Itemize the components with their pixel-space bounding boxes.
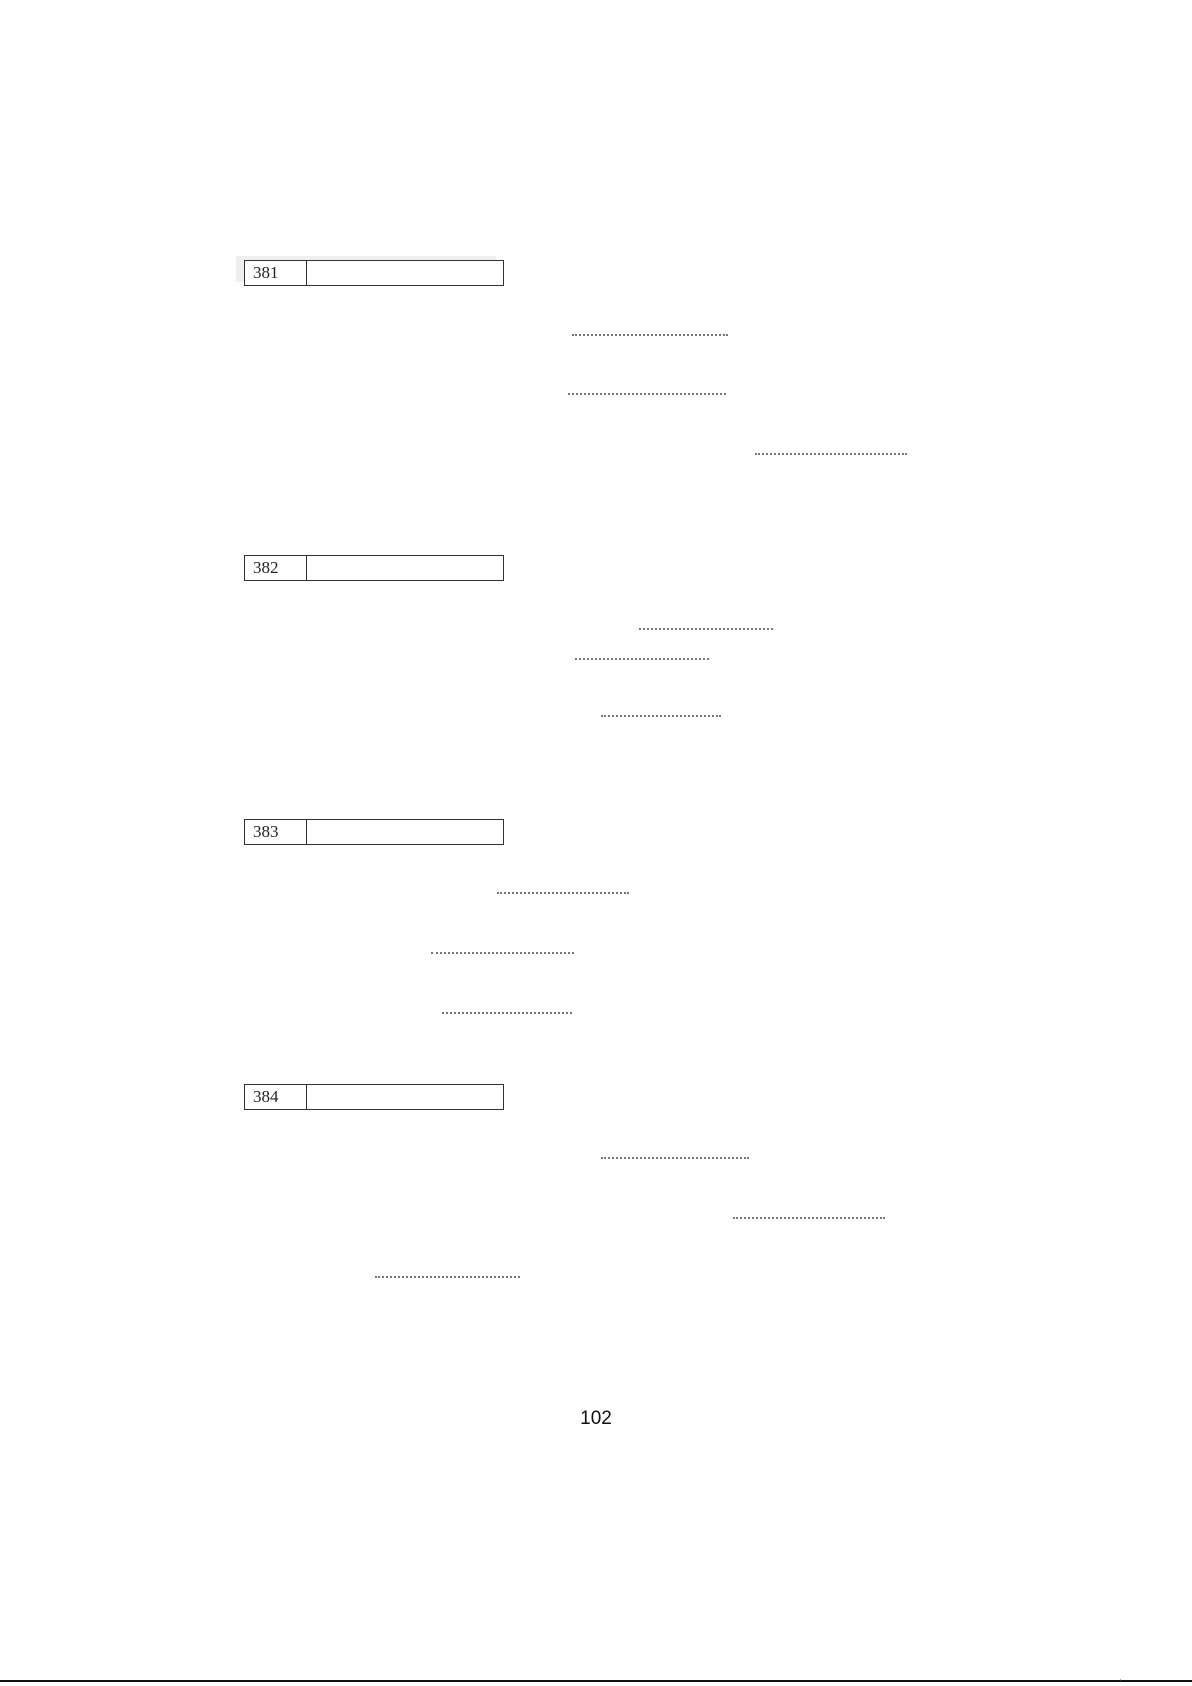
answer-blank[interactable] xyxy=(601,709,721,717)
question-number-box xyxy=(244,819,504,845)
answer-blank[interactable] xyxy=(568,387,726,395)
question-number-box xyxy=(244,1084,504,1110)
answer-blank[interactable] xyxy=(575,652,709,660)
question-number: 381 xyxy=(245,261,307,285)
answer-blank[interactable] xyxy=(497,886,629,894)
question-title-field[interactable] xyxy=(307,556,503,580)
answer-blank[interactable] xyxy=(572,328,728,336)
question-number: 383 xyxy=(245,820,307,844)
question-number: 384 xyxy=(245,1085,307,1109)
answer-blank[interactable] xyxy=(375,1270,520,1278)
question-title-field[interactable] xyxy=(307,261,503,285)
answer-blank[interactable] xyxy=(639,622,773,630)
question-title-field[interactable] xyxy=(307,820,503,844)
answer-blank[interactable] xyxy=(755,447,907,455)
question-number: 382 xyxy=(245,556,307,580)
question-title-field[interactable] xyxy=(307,1085,503,1109)
answer-blank[interactable] xyxy=(601,1151,749,1159)
answer-blank[interactable] xyxy=(733,1211,885,1219)
page-number: 102 xyxy=(580,1408,612,1429)
question-number-box xyxy=(244,555,504,581)
bottom-rule xyxy=(0,1680,1192,1682)
question-number-box xyxy=(244,260,504,286)
answer-blank[interactable] xyxy=(431,946,574,954)
corner-mark-icon: · xyxy=(1119,1676,1122,1686)
answer-blank[interactable] xyxy=(442,1006,572,1014)
